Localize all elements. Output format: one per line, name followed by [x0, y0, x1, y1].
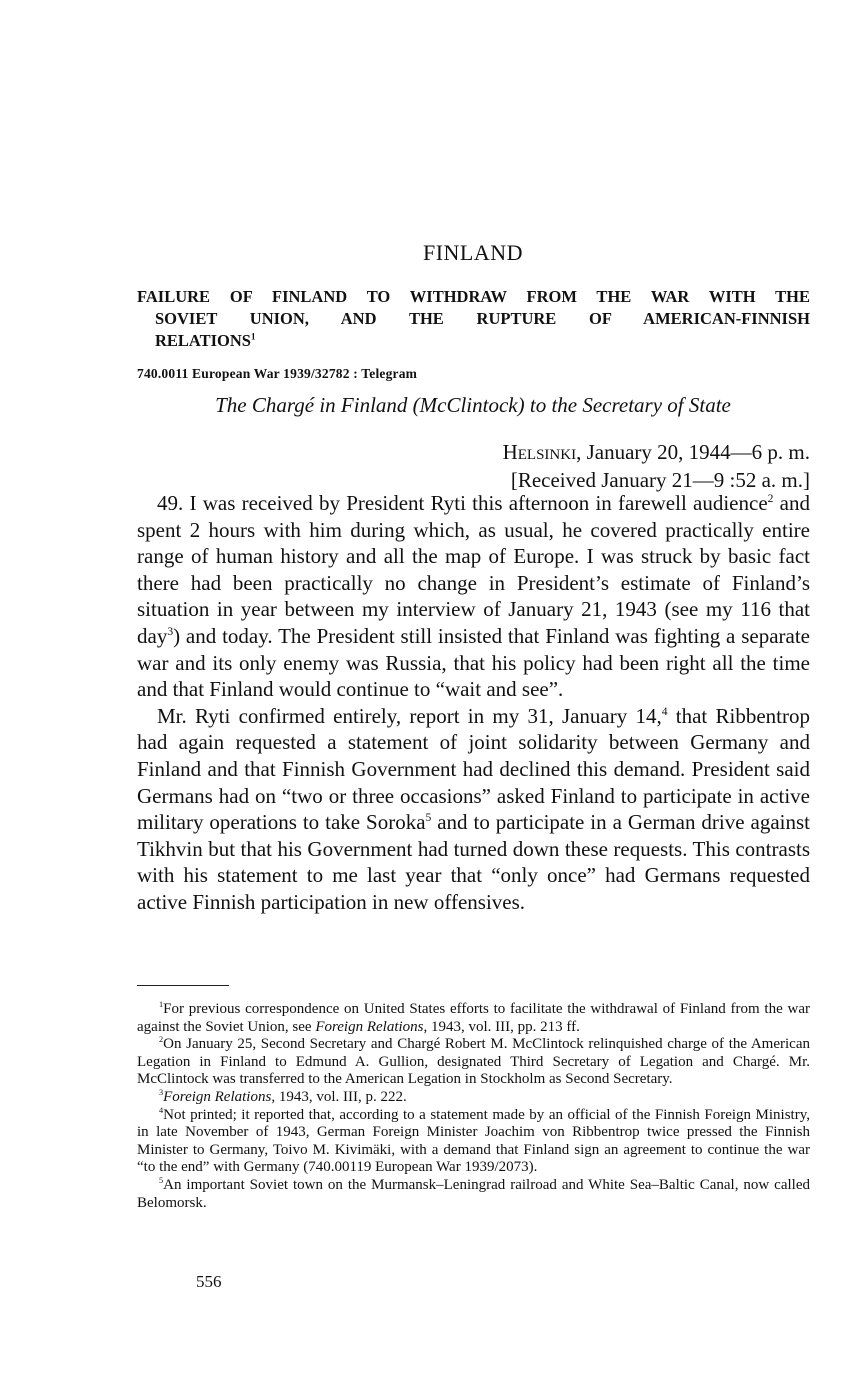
- section-title-line-2: SOVIET UNION, AND THE RUPTURE OF AMERICAN-FINNISH: [155, 309, 810, 328]
- footnote-mark: 3: [159, 1087, 164, 1097]
- paragraph-1: [137, 490, 810, 703]
- footnote-mark: 2: [767, 493, 774, 505]
- footnote-divider: [137, 985, 229, 986]
- footnote-5-text: An important Soviet town on the Murmansk–Leningrad railroad and White Sea–Baltic Canal, now called Belomorsk.: [137, 1176, 810, 1211]
- dateline-sent: [503, 438, 810, 466]
- footnotes: [137, 1001, 810, 1212]
- footnote-5: [137, 1177, 810, 1212]
- footnote-mark: 1: [159, 1000, 164, 1009]
- footnote-mark: 3: [167, 625, 174, 638]
- paragraph-1-part-c: ) and today. The President still insisted that Finland was fighting a separate war and its only enemy was Russia, that his policy had been right all the time and that Finland would continue to “wait and see”.: [137, 623, 810, 702]
- footnote-1-part-b: , 1943, vol. III, pp. 213 ff.: [423, 1018, 580, 1035]
- section-title: [137, 286, 810, 352]
- footnote-1: [137, 1001, 810, 1036]
- paragraph-2-part-a: Mr. Ryti confirmed entirely, report in my 31, January 14,: [157, 703, 662, 728]
- footnote-mark: 1: [250, 331, 256, 342]
- file-reference: 740.0011 European War 1939/32782 : Telegram: [137, 366, 418, 381]
- footnote-mark: 5: [159, 1175, 164, 1185]
- dateline-place: Helsinki: [502, 440, 577, 464]
- footnote-2-text: On January 25, Second Secretary and Chargé Robert M. McClintock relinquished charge of the American Legation in Finland to Edmund A. Gullion, designated Third Secretary of Legation and Chargé. Mr. McClintock was transferred to the American Legation in Stockholm as Second Secretary.: [137, 1036, 810, 1088]
- dateline-date: , January 20, 1944—6 p. m.: [576, 440, 810, 464]
- paragraph-2-part-b: that Ribbentrop had again requested a statement of joint solidarity between Germany and Finland and that Finnish Government had declined this demand. President said Germans had on “two or three occasions” asked Finland to participate in active military operations to take Soroka: [137, 703, 811, 835]
- paragraph-1-part-a: 49. I was received by President Ryti this afternoon in farewell audience: [157, 491, 768, 515]
- section-title-line-1: FAILURE OF FINLAND TO WITHDRAW FROM THE WAR WITH THE: [137, 287, 810, 306]
- footnote-mark: 4: [661, 705, 668, 718]
- chapter-heading: FINLAND: [422, 240, 524, 265]
- footnote-4: [137, 1107, 810, 1177]
- dateline-received: [Received January 21—9 :52 a. m.]: [510, 468, 810, 492]
- footnote-mark: 4: [159, 1105, 164, 1115]
- document-title: The Chargé in Finland (McClintock) to the Secretary of State: [215, 393, 731, 417]
- section-title-line-3-text: RELATIONS: [155, 331, 251, 350]
- section-title-line-3: [137, 330, 810, 352]
- footnote-3-italic: Foreign Relations: [163, 1088, 272, 1105]
- dateline: [503, 438, 810, 494]
- footnote-4-text: Not printed; it reported that, according to a statement made by an official of the Finnish Foreign Ministry, in late November of 1943, German Foreign Minister Joachim von Ribbentrop twice pressed the Finnish Minister to Germany, Toivo M. Kivimäki, with a demand that Finland sign an agreement to continue the war “to the end” with Germany (740.00119 European War 1939/2073).: [137, 1106, 810, 1176]
- page-number: 556: [196, 1272, 222, 1291]
- footnote-mark: 5: [425, 812, 432, 825]
- paragraph-2-part-c: and to participate in a German drive against Tikhvin but that his Government had turned down these requests. This contrasts with his statement to me last year that “only once” had Germans requested active Finnish participation in new offensives.: [137, 810, 810, 914]
- footnote-2: [137, 1036, 810, 1089]
- footnote-1-part-a: For previous correspondence on United States efforts to facilitate the withdrawal of Finland from the war against the Soviet Union, see: [137, 1001, 810, 1035]
- footnote-1-italic: Foreign Relations: [315, 1018, 424, 1035]
- footnote-3-part-b: , 1943, vol. III, p. 222.: [271, 1088, 407, 1105]
- paragraph-2: [137, 703, 810, 916]
- footnote-mark: 2: [159, 1035, 164, 1045]
- paragraph-1-part-b: and spent 2 hours with him during which, as usual, he covered practically entire range of human history and all the map of Europe. I was struck by basic fact there had been practically no change in President’s estimate of Finland’s situation in year between my interview of January 21, 1943 (see my 116 that day: [137, 491, 810, 648]
- footnote-3: [137, 1089, 810, 1107]
- body-text: [137, 490, 810, 916]
